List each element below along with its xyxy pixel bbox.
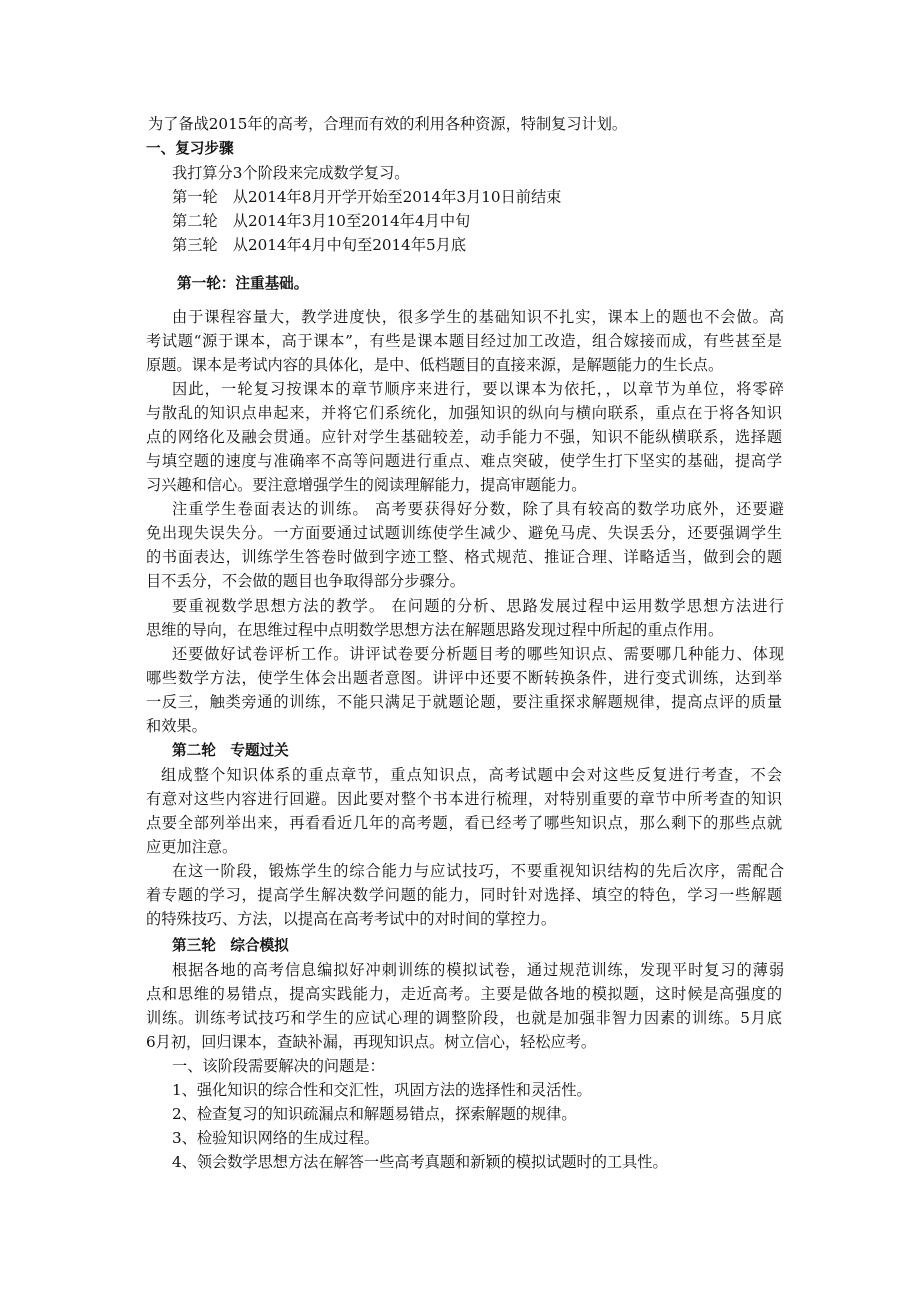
list-item: 3、检验知识网络的生成过程。 — [172, 1129, 380, 1147]
plan-round-1: 第一轮 从2014年8月开学开始至2014年3月10日前结束 — [172, 188, 562, 206]
paragraph-line: 的特殊技巧、方法，以提高在高考考试中的对时间的掌控力。 — [146, 910, 557, 928]
paragraph-line: 6月初，回归课本，查缺补漏，再现知识点。树立信心，轻松应考。 — [146, 1033, 597, 1051]
round2-heading: 第二轮 专题过关 — [172, 742, 289, 759]
paragraph-line: 根据各地的高考信息编拟好冲刺训练的模拟试卷，通过规范训练，发现平时复习的薄弱 — [172, 961, 784, 979]
paragraph-line: 考试题“源于课本，高于课本”，有些是课本题目经过加工改造，组合嫁接而成，有些甚至是 — [146, 332, 782, 350]
section-heading-review-steps: 一、复习步骤 — [146, 140, 234, 157]
paragraph-line: 注重学生卷面表达的训练。 高考要获得好分数，除了具有较高的数学功底外，还要避 — [172, 500, 784, 518]
plan-round-2: 第二轮 从2014年3月10至2014年4月中旬 — [172, 212, 471, 230]
paragraph-line: 要重视数学思想方法的教学。 在问题的分析、思路发展过程中运用数学思想方法进行 — [172, 597, 784, 615]
paragraph-line: 习兴趣和信心。要注意增强学生的阅读理解能力，提高审题能力。 — [146, 476, 587, 494]
paragraph-line: 点和思维的易错点，提高实践能力，走近高考。主要是做各地的模拟题，这时候是高强度的 — [146, 985, 782, 1003]
paragraph-line: 着专题的学习，提高学生解决数学问题的能力，同时针对选择、填空的特色，学习一些解题 — [146, 886, 782, 904]
paragraph-line: 由于课程容量大，教学进度快，很多学生的基础知识不扎实，课本上的题也不会做。高 — [172, 308, 784, 326]
paragraph-line: 因此，一轮复习按课本的章节顺序来进行，要以课本为依托，，以章节为单位，将零碎 — [172, 380, 784, 398]
paragraph-line: 哪些数学方法，使学生体会出题者意图。讲评中还要不断转换条件，进行变式训练，达到举 — [146, 669, 782, 687]
paragraph-line: 训练。训练考试技巧和学生的应试心理的调整阶段，也就是加强非智力因素的训练。5月底 — [146, 1009, 782, 1027]
paragraph-line: 应更加注意。 — [146, 838, 238, 856]
paragraph-line: 点的网络化及融会贯通。应针对学生基础较差，动手能力不强，知识不能纵横联系，选择题 — [146, 428, 782, 446]
intro-text: 为了备战2015年的高考，合理而有效的利用各种资源，特制复习计划。 — [148, 115, 628, 133]
list-item: 1、强化知识的综合性和交汇性，巩固方法的选择性和灵活性。 — [172, 1081, 592, 1099]
paragraph-line: 在这一阶段，锻炼学生的综合能力与应试技巧，不要重视知识结构的先后次序，需配合 — [172, 862, 784, 880]
list-title: 一、该阶段需要解决的问题是： — [172, 1057, 385, 1075]
paragraph-line: 一反三，触类旁通的训练，不能只满足于就题论题，要注重探求解题规律，提高点评的质量 — [146, 693, 782, 711]
list-item: 2、检查复习的知识疏漏点和解题易错点，探索解题的规律。 — [172, 1105, 577, 1123]
list-item: 4、领会数学思想方法在解答一些高考真题和新颖的模拟试题时的工具性。 — [172, 1153, 668, 1171]
plan-round-3: 第三轮 从2014年4月中旬至2014年5月底 — [172, 236, 467, 254]
round1-heading: 第一轮：注重基础。 — [177, 275, 309, 292]
round3-heading: 第三轮 综合模拟 — [172, 937, 289, 954]
paragraph-line: 的书面表达，训练学生答卷时做到字迹工整、格式规范、推证合理、详略适当，做到会的题 — [146, 548, 782, 566]
paragraph-line: 目不丢分，不会做的题目也争取得部分步骤分。 — [146, 572, 465, 590]
paragraph-line: 和效果。 — [146, 717, 207, 735]
paragraph-line: 原题。课本是考试内容的具体化，是中、低档题目的直接来源，是解题能力的生长点。 — [146, 356, 724, 374]
paragraph-line: 点要全部列举出来，再看看近几年的高考题，看已经考了哪些知识点，那么剩下的那些点就 — [146, 814, 782, 832]
paragraph-line: 组成整个知识体系的重点章节，重点知识点，高考试题中会对这些反复进行考查，不会 — [161, 766, 782, 784]
plan-line: 我打算分3个阶段来完成数学复习。 — [172, 164, 410, 182]
paragraph-line: 免出现失误失分。一方面要通过试题训练使学生减少、避免马虎、失误丢分，还要强调学生 — [146, 524, 782, 542]
paragraph-line: 与填空题的速度与准确率不高等问题进行重点、难点突破，使学生打下坚实的基础，提高学 — [146, 452, 782, 470]
paragraph-line: 还要做好试卷评析工作。讲评试卷要分析题目考的哪些知识点、需要哪几种能力、体现 — [172, 645, 784, 663]
paragraph-line: 与散乱的知识点串起来，并将它们系统化，加强知识的纵向与横向联系，重点在于将各知识 — [146, 404, 782, 422]
paragraph-line: 思维的导向，在思维过程中点明数学思想方法在解题思路发现过程中所起的重点作用。 — [146, 621, 724, 639]
paragraph-line: 有意对这些内容进行回避。因此要对整个书本进行梳理，对特别重要的章节中所考查的知识 — [146, 790, 782, 808]
